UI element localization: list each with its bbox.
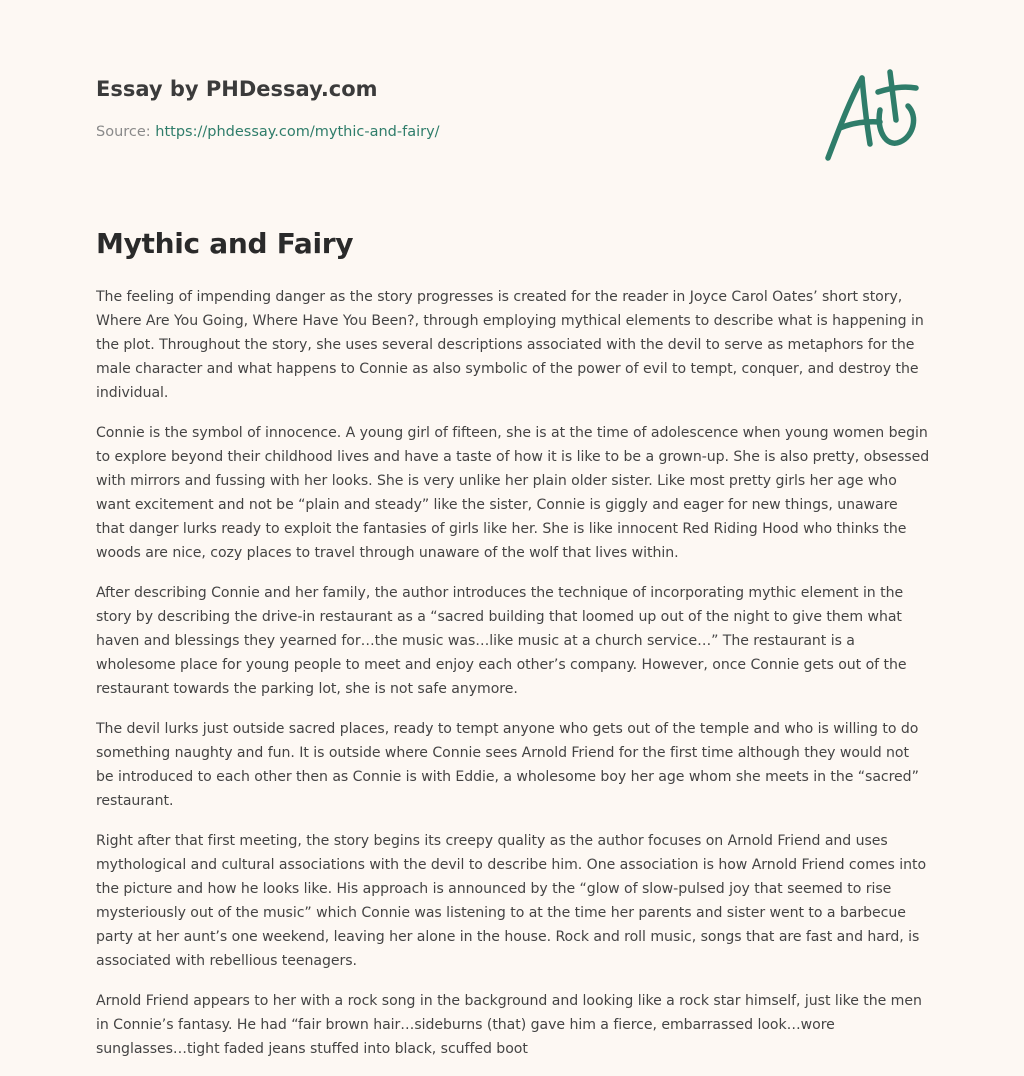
essay-body [96, 285, 930, 1065]
a-plus-logo [820, 66, 930, 166]
paragraph: Right after that first meeting, the story begins its creepy quality as the author focuses on Arnold Friend and uses mythological and cultural associations with the devil to describe him. One association is how Arnold Friend comes into the picture and how he looks like. His approach is announced by the “glow of slow-pulsed joy that seemed to rise mysteriously out of the music” which Connie was listening to at the time her parents and sister went to a barbecue party at her aunt’s one weekend, leaving her alone in the house. Rock and roll music, songs that are fast and hard, is associated with rebellious teenagers. [96, 833, 927, 969]
paragraph: The feeling of impending danger as the story progresses is created for the reader in Joyce Carol Oates’ short story, Where Are You Going, Where Have You Been?, through employing mythical elements to describe what is happening in the plot. Throughout the story, she uses several descriptions associated with the devil to serve as metaphors for the male character and what happens to Connie as also symbolic of the power of evil to tempt, conquer, and destroy the individual. [96, 289, 924, 401]
paragraph: Arnold Friend appears to her with a rock song in the background and looking like a rock star himself, just like the men in Connie’s fantasy. He had “fair brown hair…sideburns (that) gave him a fierce, embarrassed look…wore sunglasses…tight faded jeans stuffed into black, scuffed boot [96, 993, 922, 1057]
source-link[interactable]: https://phdessay.com/mythic-and-fairy/ [155, 124, 440, 140]
source-line [96, 122, 796, 142]
paragraph: The devil lurks just outside sacred places, ready to tempt anyone who gets out of the temple and who is willing to do something naughty and fun. It is outside where Connie sees Arnold Friend for the first time although they would not be introduced to each other then as Connie is with Eddie, a wholesome boy her age whom she meets in the “sacred” restaurant. [96, 721, 919, 809]
a-plus-logo-icon [820, 66, 930, 166]
paragraph: After describing Connie and her family, the author introduces the technique of incorporating mythic element in the story by describing the drive-in restaurant as a “sacred building that loomed up out of the night to give them what haven and blessings they yearned for…the music was…like music at a church service…” The restaurant is a wholesome place for young people to meet and enjoy each other’s company. However, once Connie gets out of the restaurant towards the parking lot, she is not safe anymore. [96, 585, 907, 697]
site-title: Essay by PHDessay.com [96, 77, 378, 101]
document-title: Mythic and Fairy [96, 227, 354, 260]
source-label: Source: [96, 124, 156, 140]
page-header [96, 74, 796, 142]
paragraph: Connie is the symbol of innocence. A young girl of fifteen, she is at the time of adolescence when young women begin to explore beyond their childhood lives and have a taste of how it is like to be a grown-up. She is also pretty, obsessed with mirrors and fussing with her looks. She is very unlike her plain older sister. Like most pretty girls her age who want excitement and not be “plain and steady” like the sister, Connie is giggly and eager for new things, unaware that danger lurks ready to exploit the fantasies of girls like her. She is like innocent Red Riding Hood who thinks the woods are nice, cozy places to travel through unaware of the wolf that lives within. [96, 425, 930, 561]
